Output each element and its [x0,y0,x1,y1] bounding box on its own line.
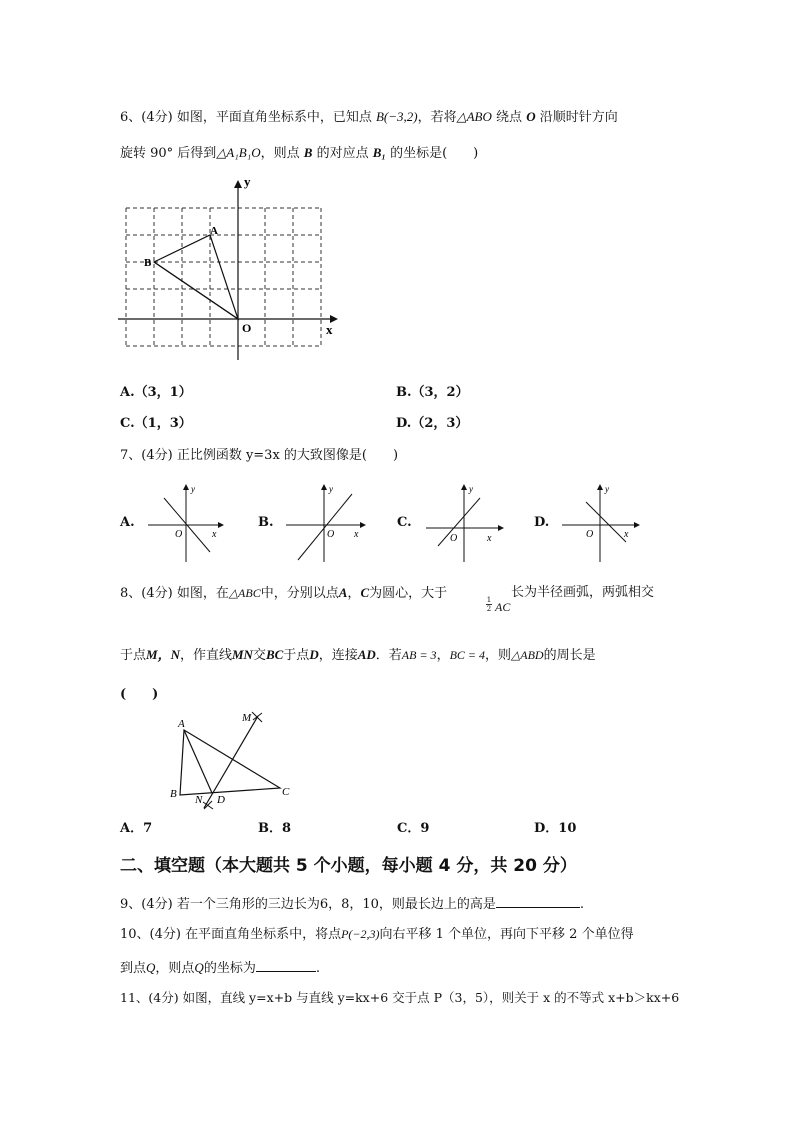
q8-paren: ( ) [120,687,159,702]
q8-cond-sep: ， [436,648,450,663]
q10-text-d: ，则点 [155,961,195,976]
q8-triangle-shape [180,730,280,795]
q6-option-b[interactable]: B.（3，2） [396,385,469,400]
q6-label-x: x [326,322,333,337]
q7-graph-d[interactable] [560,480,642,564]
q10-point-q: Q [146,960,156,975]
q7-graph-a[interactable] [146,480,226,564]
q8-triangle: △ABC [228,586,261,600]
arrow-right-icon [360,522,366,528]
q8-figure [166,708,296,812]
svg-text:y: y [191,484,195,494]
q9-line [120,893,584,914]
q8-segment-ad [184,730,212,793]
q7-option-c-label[interactable]: C. [397,515,412,530]
q8-triangle2: △ABD [511,648,544,662]
svg-text:x: x [212,529,217,540]
q6-text-c: 绕点 [496,110,523,125]
q6-point-b: B(−3,2) [375,109,418,124]
q6-text-b: ，若将 [417,110,457,125]
q8-text-e: 于点 [120,648,147,663]
q6-triangle: △ABO [456,109,492,124]
q6-triangle2: △A₁B₁O [216,145,261,160]
q8-line1 [120,584,447,603]
q10-text-a: 10、(4分) 在平面直角坐标系中，将点 [120,927,342,942]
q10-end: . [315,961,320,976]
q6-label-y: y [244,174,251,189]
q7-option-d-label[interactable]: D. [534,515,550,530]
arrow-up-icon [183,484,189,490]
svg-text:y: y [469,484,473,494]
arrow-up-icon [461,484,467,490]
q6-text-g: 的对应点 [316,146,369,161]
q8-mn: MN [231,647,253,662]
q10-point-q2: Q [194,960,204,975]
svg-text:O: O [586,529,594,540]
arrow-right-icon [634,522,640,528]
q8-option-d[interactable]: D．10 [534,821,577,836]
q10-line1 [120,925,634,944]
q8-label-d: D [217,794,225,806]
q8-frac-ac: AC [495,600,511,614]
svg-text:x: x [487,533,492,544]
q6-line2 [120,144,478,163]
q10-point-p: P(−2,3) [341,927,380,941]
q8-option-c[interactable]: C．9 [397,821,430,836]
q9-text: 9、(4分) 若一个三角形的三边长为6，8，10，则最长边上的高是 [120,897,496,912]
svg-text:x: x [354,529,359,540]
q6-b1: B₁ [372,145,386,160]
q8-line2 [120,646,596,665]
q7-option-a-label[interactable]: A. [120,515,135,530]
q6-segment-bo [154,262,238,319]
q10-line2 [120,957,320,978]
q8-d: D [309,647,319,662]
q8-option-b[interactable]: B．8 [258,821,292,836]
q6-text-a: 6、(4分) 如图，平面直角坐标系中，已知点 [120,110,372,125]
svg-text:O: O [450,533,458,544]
arrow-right-icon [498,525,504,531]
q8-label-n: N [195,794,203,806]
arrow-right-icon [218,522,224,528]
q7-graph-b[interactable] [284,480,368,564]
q8-text-l: 的周长是 [543,648,596,663]
q8-line-mn [204,716,258,808]
q8-text-k: ，则 [485,648,512,663]
q6-text-h: 的坐标是( ) [390,146,479,161]
q8-cond2: BC = 4 [449,648,486,662]
q8-label-m: M [242,712,252,724]
q6-triangle-shape [154,235,238,319]
svg-text:y: y [329,484,333,494]
svg-text:y: y [605,484,609,494]
q10-text-e: 的坐标为 [203,961,256,976]
q8-text-j: ．若 [375,648,402,663]
q8-label-a: A [178,718,185,730]
q8-bc: BC [265,647,284,662]
q8-comma: ， [347,586,361,601]
q8-text-b: 中，分别以点 [260,586,339,601]
q8-text-f: ，作直线 [179,648,232,663]
arrow-up-icon [321,484,327,490]
q10-text-b: 向右平移 1 个单位，再向下平移 2 个单位得 [379,927,634,942]
q8-a: A [338,585,348,600]
q6-option-a[interactable]: A.（3，1） [120,385,192,400]
svg-text:O: O [327,529,335,540]
q8-frac-den: 2 [486,605,492,613]
q8-label-c: C [282,786,290,798]
q6-text-d: 沿顺时针方向 [539,110,618,125]
q9-answer-blank[interactable] [496,893,580,908]
svg-text:O: O [175,529,183,540]
q8-fraction [486,596,492,613]
q6-b: B [303,145,313,160]
q8-ad: AD [357,647,376,662]
q8-label-b: B [170,788,177,800]
q8-text-c: 为圆心，大于 [369,586,448,601]
q10-answer-blank[interactable] [256,957,316,972]
q6-text-f: ，则点 [260,146,300,161]
q6-text-e: 旋转 90° 后得到 [120,146,217,161]
q8-text-g: 交 [252,648,266,663]
q7-option-b-label[interactable]: B. [258,515,274,530]
q8-frac-num: 1 [486,596,492,604]
q7-question: 7、(4分) 正比例函数 y=3x 的大致图像是( ) [120,448,399,463]
svg-text:x: x [624,529,629,540]
q6-label-b: B [144,257,152,269]
q6-figure [118,172,348,367]
q8-cond1: AB = 3 [401,648,437,662]
q8-arc-m-icon [252,712,262,722]
arrow-up-icon [597,484,603,490]
q8-mn-points: M，N [146,647,180,662]
q8-text-i: ，连接 [318,648,358,663]
q8-text-h: 于点 [283,648,310,663]
q8-text-a: 8、(4分) 如图，在 [120,586,229,601]
q11-text: 11、(4分) 如图，直线 y=x+b 与直线 y=kx+6 交于点 P（3，5），则关于 x 的不等式 x+b＞kx+6 [120,990,680,1005]
section-heading: 二、填空题（本大题共 5 个小题，每小题 4 分，共 20 分） [120,856,577,876]
q7-graph-c[interactable] [424,480,506,564]
q6-o: O [526,109,536,124]
q6-option-c[interactable]: C.（1，3） [120,416,192,431]
q9-end: . [579,897,585,912]
q6-label-o: O [242,321,252,335]
q10-text-c: 到点 [120,961,147,976]
q6-option-d[interactable]: D.（2，3） [396,416,469,431]
q8-c: C [360,585,370,600]
q6-y-arrow-icon [234,180,242,188]
q6-line1 [120,108,618,127]
q8-text-d: 长为半径画弧，两弧相交 [511,585,655,600]
q6-label-a: A [210,225,218,237]
q8-option-a[interactable]: A．7 [120,821,153,836]
